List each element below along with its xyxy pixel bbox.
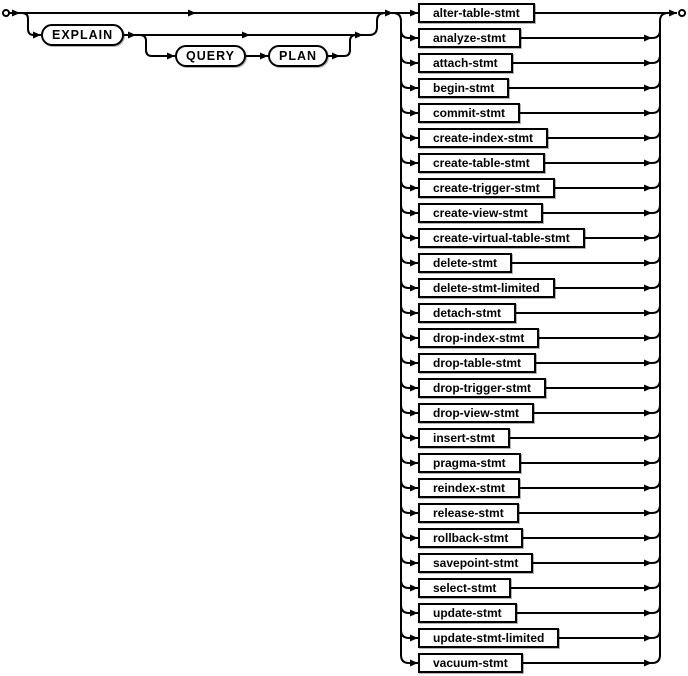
- arrowhead-icon: [410, 560, 418, 567]
- row-entry-corner: [401, 630, 409, 638]
- end-terminal-dot: [679, 10, 685, 16]
- nonterminal-rollback-stmt[interactable]: rollback-stmt: [418, 528, 523, 548]
- row-entry-corner: [401, 430, 409, 438]
- arrowhead-icon: [410, 60, 418, 67]
- arrowhead-icon: [410, 185, 418, 192]
- row-entry-corner: [401, 505, 409, 513]
- terminal-query: QUERY: [175, 45, 246, 67]
- row-entry-corner: [401, 30, 409, 38]
- row-exit-corner: [652, 355, 660, 363]
- row-exit-corner: [652, 280, 660, 288]
- row-exit-corner: [652, 605, 660, 613]
- arrowhead-icon: [669, 10, 677, 17]
- nonterminal-savepoint-stmt[interactable]: savepoint-stmt: [418, 553, 533, 573]
- arrowhead-icon: [128, 32, 136, 39]
- nonterminal-create-view-stmt[interactable]: create-view-stmt: [418, 203, 543, 223]
- arrowhead-icon: [644, 560, 652, 567]
- arrowhead-icon: [644, 510, 652, 517]
- arrowhead-icon: [644, 210, 652, 217]
- row-entry-corner: [401, 255, 409, 263]
- nonterminal-insert-stmt[interactable]: insert-stmt: [418, 428, 510, 448]
- arrowhead-icon: [33, 32, 41, 39]
- arrowhead-icon: [644, 410, 652, 417]
- nonterminal-select-stmt[interactable]: select-stmt: [418, 578, 511, 598]
- row-exit-corner: [652, 580, 660, 588]
- nonterminal-drop-table-stmt[interactable]: drop-table-stmt: [418, 353, 536, 373]
- arrowhead-icon: [644, 610, 652, 617]
- arrowhead-icon: [410, 10, 418, 17]
- arrowhead-icon: [644, 135, 652, 142]
- arrowhead-icon: [410, 635, 418, 642]
- arrowhead-icon: [167, 53, 175, 60]
- arrowhead-icon: [644, 310, 652, 317]
- arrowhead-icon: [410, 110, 418, 117]
- row-entry-corner: [401, 405, 409, 413]
- row-exit-corner: [652, 430, 660, 438]
- arrowhead-icon: [410, 335, 418, 342]
- arrowhead-icon: [644, 60, 652, 67]
- nonterminal-analyze-stmt[interactable]: analyze-stmt: [418, 28, 521, 48]
- arrowhead-icon: [410, 360, 418, 367]
- arrowhead-icon: [410, 660, 418, 667]
- row-exit-corner: [652, 480, 660, 488]
- row-entry-corner: [401, 355, 409, 363]
- terminal-explain: EXPLAIN: [41, 24, 124, 46]
- row-exit-corner: [652, 380, 660, 388]
- row-entry-corner: [401, 305, 409, 313]
- row-exit-corner: [652, 155, 660, 163]
- arrowhead-icon: [644, 360, 652, 367]
- nonterminal-attach-stmt[interactable]: attach-stmt: [418, 53, 513, 73]
- right-rail: [660, 13, 668, 655]
- nonterminal-create-index-stmt[interactable]: create-index-stmt: [418, 128, 548, 148]
- arrowhead-icon: [410, 85, 418, 92]
- arrowhead-icon: [410, 35, 418, 42]
- row-entry-corner: [401, 530, 409, 538]
- row-exit-corner: [652, 530, 660, 538]
- arrowhead-icon: [410, 235, 418, 242]
- arrowhead-icon: [644, 260, 652, 267]
- row-exit-corner: [652, 405, 660, 413]
- arrowhead-icon: [385, 10, 393, 17]
- arrowhead-icon: [644, 285, 652, 292]
- row-entry-corner: [401, 655, 409, 663]
- arrowhead-icon: [410, 210, 418, 217]
- nonterminal-delete-stmt-limited[interactable]: delete-stmt-limited: [418, 278, 555, 298]
- arrowhead-icon: [260, 53, 268, 60]
- nonterminal-begin-stmt[interactable]: begin-stmt: [418, 78, 509, 98]
- arrowhead-icon: [644, 435, 652, 442]
- row-exit-corner: [652, 255, 660, 263]
- row-exit-corner: [652, 455, 660, 463]
- nonterminal-commit-stmt[interactable]: commit-stmt: [418, 103, 520, 123]
- row-exit-corner: [652, 205, 660, 213]
- row-exit-corner: [652, 130, 660, 138]
- nonterminal-detach-stmt[interactable]: detach-stmt: [418, 303, 516, 323]
- nonterminal-create-table-stmt[interactable]: create-table-stmt: [418, 153, 545, 173]
- nonterminal-update-stmt-limited[interactable]: update-stmt-limited: [418, 628, 559, 648]
- arrowhead-icon: [410, 460, 418, 467]
- arrowhead-icon: [410, 285, 418, 292]
- arrowhead-icon: [644, 535, 652, 542]
- row-entry-corner: [401, 605, 409, 613]
- query-branch: [140, 35, 175, 56]
- arrowhead-icon: [644, 385, 652, 392]
- row-exit-corner: [652, 655, 660, 663]
- row-entry-corner: [401, 105, 409, 113]
- arrowhead-icon: [644, 185, 652, 192]
- nonterminal-alter-table-stmt[interactable]: alter-table-stmt: [418, 3, 535, 23]
- nonterminal-delete-stmt[interactable]: delete-stmt: [418, 253, 512, 273]
- row-entry-corner: [401, 580, 409, 588]
- nonterminal-create-virtual-table-stmt[interactable]: create-virtual-table-stmt: [418, 228, 585, 248]
- nonterminal-pragma-stmt[interactable]: pragma-stmt: [418, 453, 521, 473]
- arrowhead-icon: [410, 585, 418, 592]
- row-entry-corner: [401, 230, 409, 238]
- row-exit-corner: [652, 230, 660, 238]
- row-exit-corner: [652, 55, 660, 63]
- arrowhead-icon: [355, 32, 363, 39]
- arrowhead-icon: [332, 53, 340, 60]
- nonterminal-create-trigger-stmt[interactable]: create-trigger-stmt: [418, 178, 555, 198]
- explain-return: [369, 13, 385, 35]
- arrowhead-icon: [410, 435, 418, 442]
- row-exit-corner: [652, 330, 660, 338]
- row-entry-corner: [401, 205, 409, 213]
- terminal-plan: PLAN: [268, 45, 328, 67]
- arrowhead-icon: [410, 135, 418, 142]
- arrowhead-icon: [410, 535, 418, 542]
- arrowhead-icon: [644, 485, 652, 492]
- arrowhead-icon: [644, 660, 652, 667]
- arrowhead-icon: [410, 310, 418, 317]
- nonterminal-drop-view-stmt[interactable]: drop-view-stmt: [418, 403, 534, 423]
- arrowhead-icon: [410, 385, 418, 392]
- row-entry-corner: [401, 480, 409, 488]
- row-exit-corner: [652, 305, 660, 313]
- arrowhead-icon: [644, 235, 652, 242]
- arrowhead-icon: [410, 160, 418, 167]
- arrowhead-icon: [644, 635, 652, 642]
- nonterminal-vacuum-stmt[interactable]: vacuum-stmt: [418, 653, 523, 673]
- arrowhead-icon: [644, 35, 652, 42]
- arrowhead-icon: [644, 110, 652, 117]
- row-entry-corner: [401, 55, 409, 63]
- arrowhead-icon: [242, 32, 250, 39]
- nonterminal-drop-trigger-stmt[interactable]: drop-trigger-stmt: [418, 378, 546, 398]
- arrowhead-icon: [644, 335, 652, 342]
- arrowhead-icon: [644, 585, 652, 592]
- arrowhead-icon: [410, 260, 418, 267]
- nonterminal-drop-index-stmt[interactable]: drop-index-stmt: [418, 328, 539, 348]
- row-entry-corner: [401, 380, 409, 388]
- arrowhead-icon: [410, 485, 418, 492]
- row-exit-corner: [652, 30, 660, 38]
- row-entry-corner: [401, 280, 409, 288]
- row-exit-corner: [652, 630, 660, 638]
- row-exit-corner: [652, 505, 660, 513]
- row-exit-corner: [652, 80, 660, 88]
- arrowhead-icon: [188, 10, 196, 17]
- arrowhead-icon: [410, 410, 418, 417]
- arrowhead-icon: [644, 460, 652, 467]
- row-entry-corner: [401, 155, 409, 163]
- nonterminal-update-stmt[interactable]: update-stmt: [418, 603, 517, 623]
- row-entry-corner: [401, 555, 409, 563]
- arrowhead-icon: [644, 160, 652, 167]
- row-exit-corner: [652, 105, 660, 113]
- arrowhead-icon: [12, 10, 20, 17]
- row-entry-corner: [401, 130, 409, 138]
- row-exit-corner: [652, 555, 660, 563]
- arrowhead-icon: [644, 85, 652, 92]
- start-terminal-dot: [3, 10, 9, 16]
- row-entry-corner: [401, 80, 409, 88]
- arrowhead-icon: [410, 610, 418, 617]
- row-entry-corner: [401, 180, 409, 188]
- arrowhead-icon: [410, 510, 418, 517]
- row-entry-corner: [401, 455, 409, 463]
- row-exit-corner: [652, 180, 660, 188]
- nonterminal-reindex-stmt[interactable]: reindex-stmt: [418, 478, 520, 498]
- left-rail: [393, 13, 401, 655]
- nonterminal-release-stmt[interactable]: release-stmt: [418, 503, 519, 523]
- explain-branch: [22, 13, 41, 35]
- row-entry-corner: [401, 330, 409, 338]
